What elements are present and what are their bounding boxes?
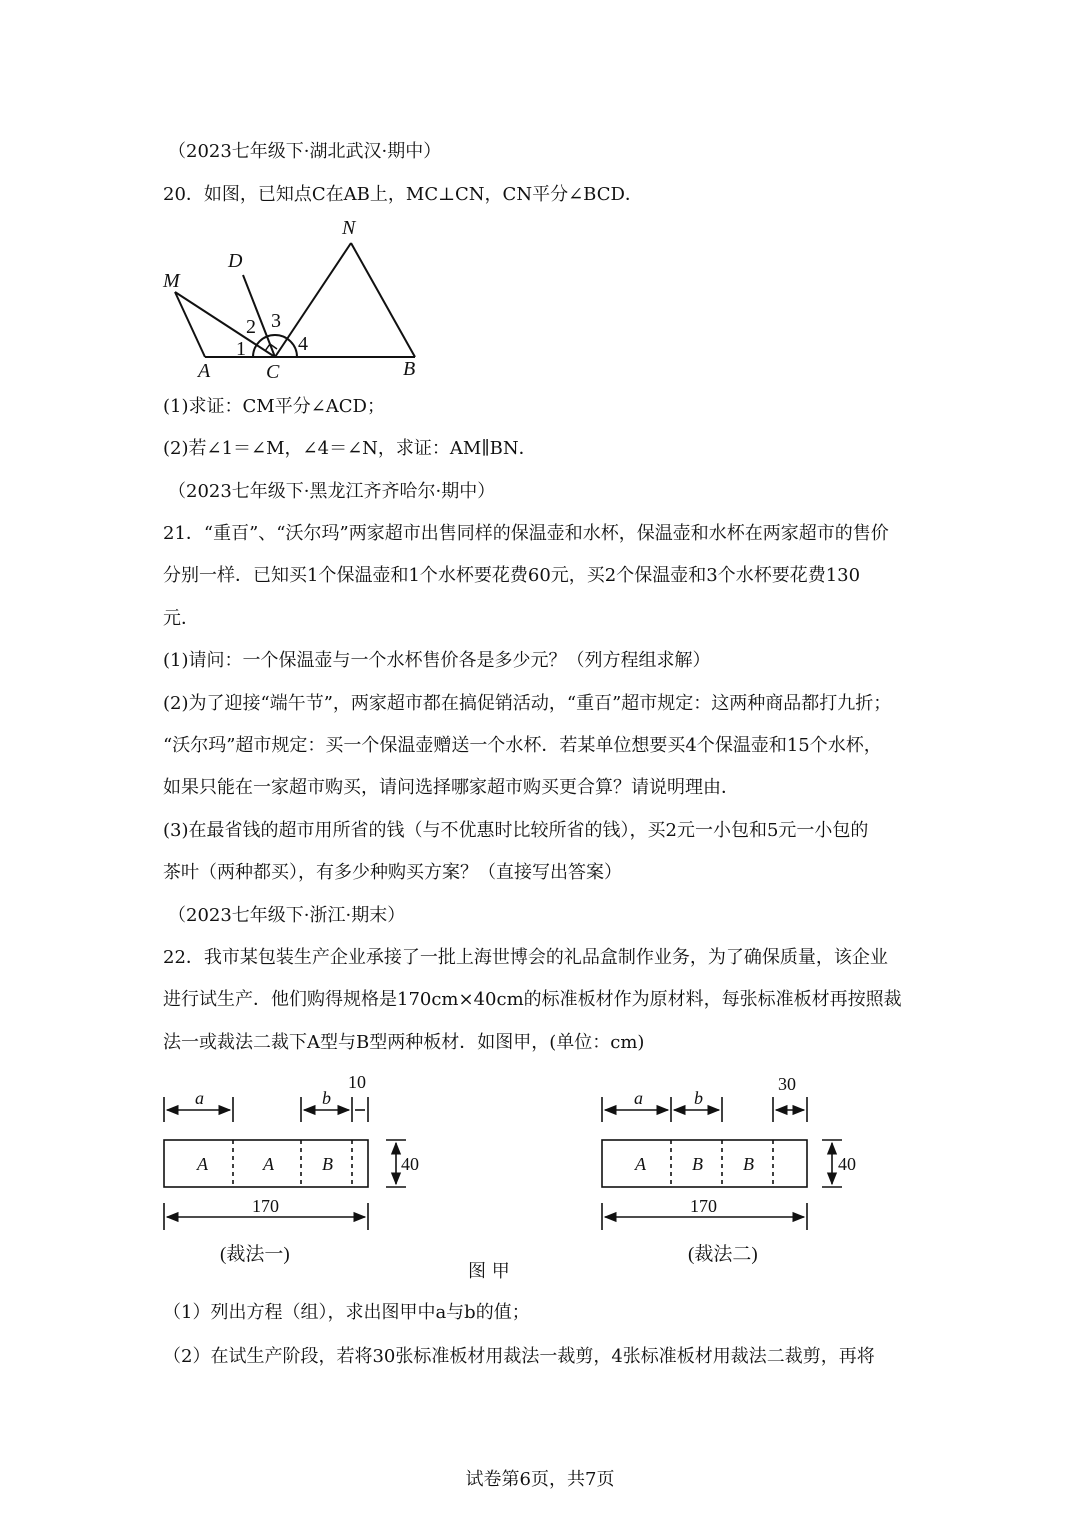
label-m: M xyxy=(163,270,180,292)
fig1-cell-1: A xyxy=(197,1154,208,1174)
fig2-cell-3: B xyxy=(743,1154,754,1174)
q22-source: （2023七年级下·浙江·期末） xyxy=(168,905,406,926)
q20-source: （2023七年级下·湖北武汉·期中） xyxy=(168,141,442,162)
q21-part2-line2: “沃尔玛”超市规定：买一个保温壶赠送一个水杯．若某单位想要买4个保温壶和15个水杯， xyxy=(163,735,882,756)
fig1-b-label: b xyxy=(322,1088,331,1108)
page-footer: 试卷第6页，共7页 xyxy=(465,1469,615,1490)
q21-part3-line1: (3)在最省钱的超市用所省的钱（与不优惠时比较所省的钱），买2元一小包和5元一小包的 xyxy=(163,820,869,841)
q21-line3: 元． xyxy=(163,608,199,629)
fig1-cell-3: B xyxy=(322,1154,333,1174)
fig1-height-label: 40 xyxy=(401,1154,419,1174)
fig2-b-label: b xyxy=(694,1088,703,1108)
figure-caption: 图 甲 xyxy=(468,1261,510,1282)
q21-line1: 21．“重百”、“沃尔玛”两家超市出售同样的保温壶和水杯，保温壶和水杯在两家超市的售价 xyxy=(163,523,889,544)
angle-3-label: 3 xyxy=(271,310,281,332)
q22-line3: 法一或裁法二裁下A型与B型两种板材．如图甲，(单位：cm) xyxy=(163,1032,645,1053)
q21-part2-line3: 如果只能在一家超市购买，请问选择哪家超市购买更合算？请说明理由． xyxy=(163,777,739,798)
label-n: N xyxy=(342,217,356,239)
label-b: B xyxy=(403,358,416,380)
fig2-cell-2: B xyxy=(692,1154,703,1174)
q22-line1: 22．我市某包装生产企业承接了一批上海世博会的礼品盒制作业务，为了确保质量，该企业 xyxy=(163,947,888,968)
q20-part2: (2)若∠1＝∠M，∠4＝∠N，求证：AM∥BN． xyxy=(163,438,537,459)
fig2-height-label: 40 xyxy=(838,1154,856,1174)
cutting-method-2-figure xyxy=(592,1068,872,1273)
label-d: D xyxy=(228,250,243,272)
q20-part1: (1)求证：CM平分∠ACD； xyxy=(163,396,385,417)
fig2-caption: (裁法二) xyxy=(688,1244,758,1265)
fig2-gap-label: 30 xyxy=(778,1074,796,1094)
q22-part2: （2）在试生产阶段，若将30张标准板材用裁法一裁剪，4张标准板材用裁法二裁剪，再将 xyxy=(163,1346,875,1367)
angle-2-label: 2 xyxy=(246,316,256,338)
fig1-length-label: 170 xyxy=(252,1196,279,1216)
fig1-cell-2: A xyxy=(263,1154,274,1174)
label-c: C xyxy=(266,361,280,383)
fig2-cell-1: A xyxy=(635,1154,646,1174)
angle-1-label: 1 xyxy=(236,338,246,360)
fig1-a-label: a xyxy=(195,1088,204,1108)
fig2-length-label: 170 xyxy=(690,1196,717,1216)
cutting-method-1-figure xyxy=(155,1068,435,1273)
label-a: A xyxy=(198,360,211,382)
angle-4-label: 4 xyxy=(298,333,308,355)
q21-part1: (1)请问：一个保温壶与一个水杯售价各是多少元？（列方程组求解） xyxy=(163,650,711,671)
q21-source: （2023七年级下·黑龙江齐齐哈尔·期中） xyxy=(168,481,496,502)
q20-stem: 20．如图，已知点C在AB上，MC⊥CN，CN平分∠BCD． xyxy=(163,184,643,205)
q20-geometry-figure xyxy=(160,212,430,384)
fig1-gap-label: 10 xyxy=(348,1072,366,1092)
q21-line2: 分别一样．已知买1个保温壶和1个水杯要花费60元，买2个保温壶和3个水杯要花费130 xyxy=(163,565,861,586)
q22-line2: 进行试生产．他们购得规格是170cm×40cm的标准板材作为原材料，每张标准板材再按照裁 xyxy=(163,989,902,1010)
q22-part1: （1）列出方程（组），求出图甲中a与b的值； xyxy=(163,1302,530,1323)
q21-part3-line2: 茶叶（两种都买），有多少种购买方案？（直接写出答案） xyxy=(163,862,622,883)
fig2-a-label: a xyxy=(634,1088,643,1108)
fig1-caption: (裁法一) xyxy=(220,1244,290,1265)
q21-part2-line1: (2)为了迎接“端午节”，两家超市都在搞促销活动，“重百”超市规定：这两种商品都打九折； xyxy=(163,693,892,714)
